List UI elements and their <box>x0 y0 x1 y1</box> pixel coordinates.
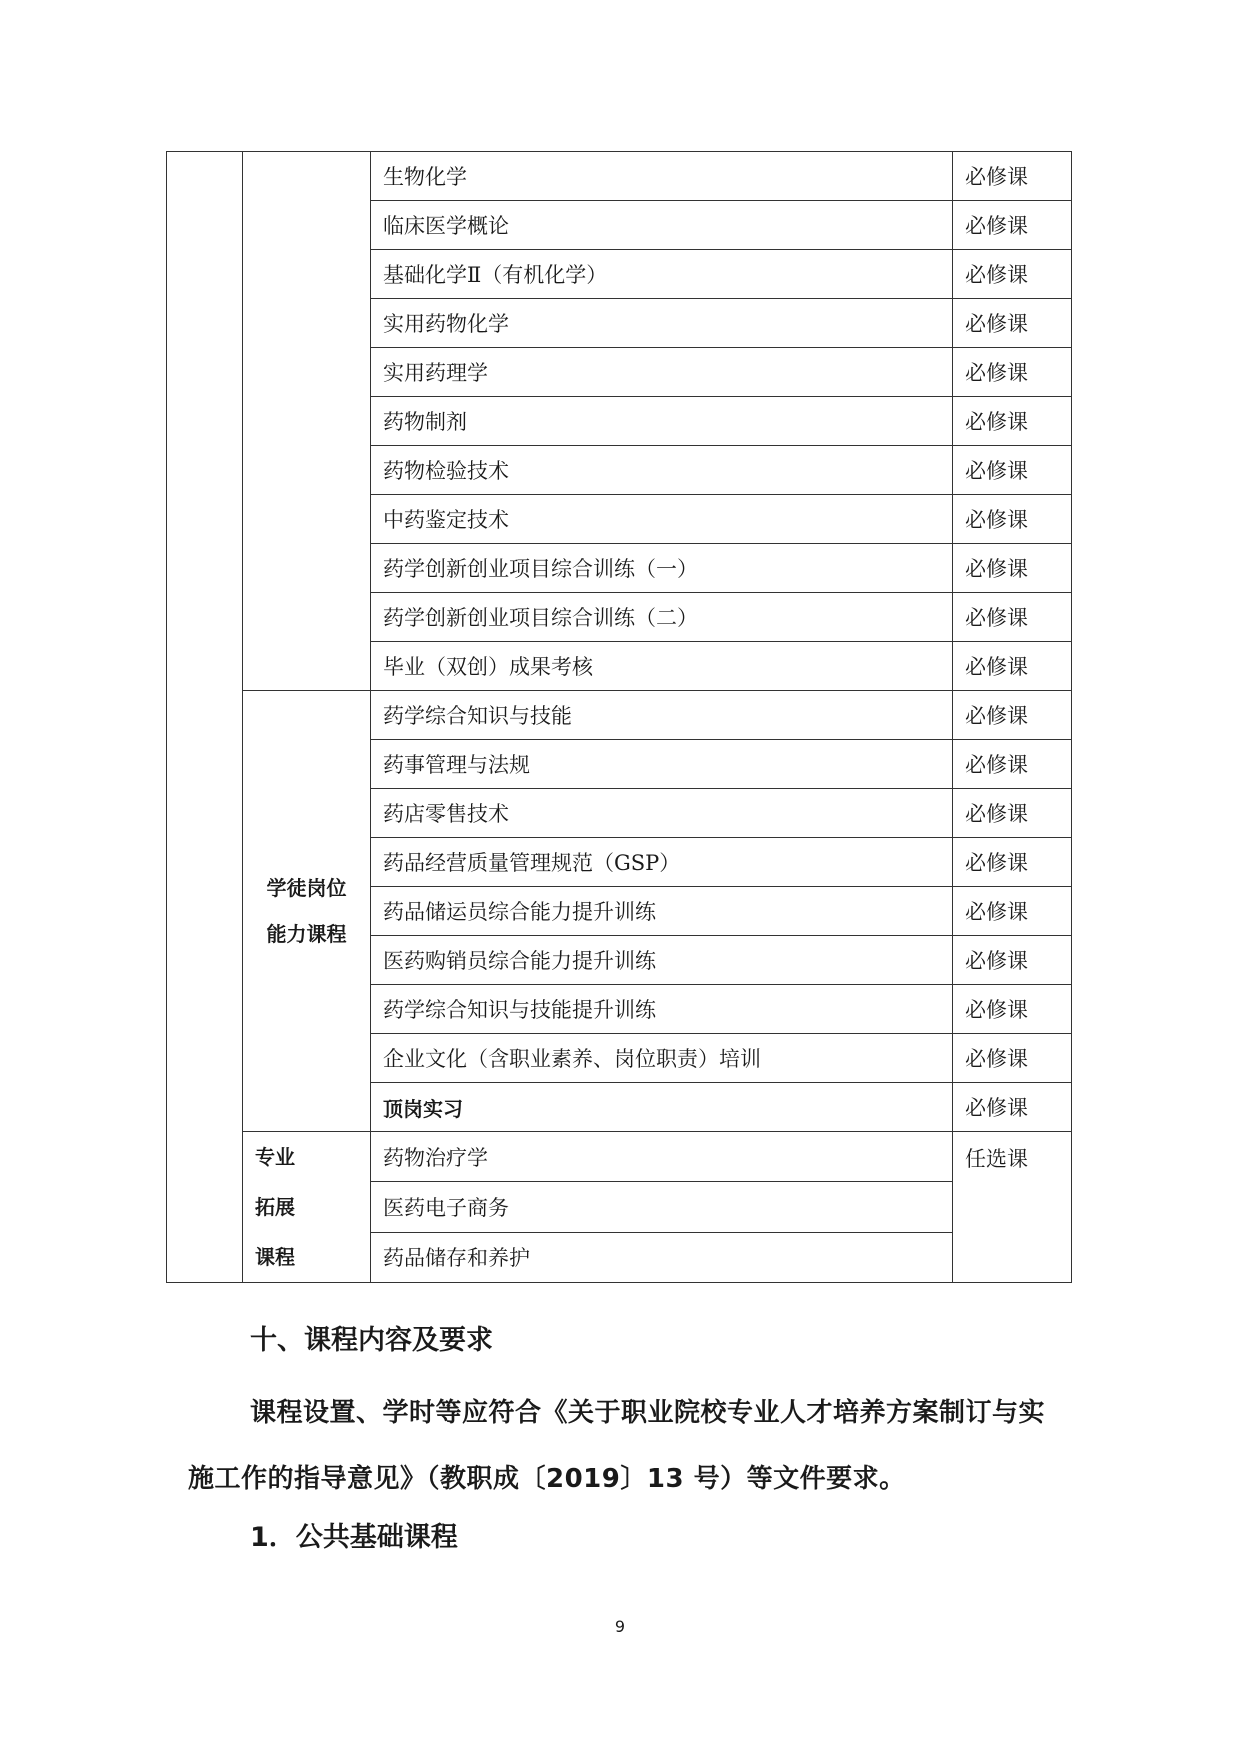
course-name: 药学综合知识与技能 <box>371 691 953 740</box>
extension-course-group-label <box>243 1132 371 1283</box>
page-number: 9 <box>614 1617 626 1636</box>
course-type: 必修课 <box>953 740 1072 789</box>
course-name: 实用药理学 <box>371 348 953 397</box>
course-name: 实用药物化学 <box>371 299 953 348</box>
course-type: 必修课 <box>953 887 1072 936</box>
course-type: 必修课 <box>953 838 1072 887</box>
table-row <box>167 1132 1072 1182</box>
table-row <box>167 691 1072 740</box>
course-type: 必修课 <box>953 152 1072 201</box>
course-name: 药品储存和养护 <box>371 1232 953 1282</box>
sub-heading: 1．公共基础课程 <box>250 1522 458 1553</box>
table-row <box>167 152 1072 201</box>
course-type: 必修课 <box>953 691 1072 740</box>
course-type: 必修课 <box>953 397 1072 446</box>
course-name: 毕业（双创）成果考核 <box>371 642 953 691</box>
course-type: 必修课 <box>953 446 1072 495</box>
course-name: 顶岗实习 <box>371 1083 953 1132</box>
course-name: 企业文化（含职业素养、岗位职责）培训 <box>371 1034 953 1083</box>
group-label-line: 拓展 <box>255 1195 295 1219</box>
group-label-line: 专业 <box>255 1145 295 1169</box>
course-name: 生物化学 <box>371 152 953 201</box>
course-name: 药事管理与法规 <box>371 740 953 789</box>
course-name: 临床医学概论 <box>371 201 953 250</box>
course-name: 基础化学Ⅱ（有机化学） <box>371 250 953 299</box>
group-label-line: 学徒岗位 <box>266 876 347 900</box>
course-name: 药品储运员综合能力提升训练 <box>371 887 953 936</box>
course-type: 必修课 <box>953 201 1072 250</box>
course-name: 医药电子商务 <box>371 1182 953 1232</box>
section-heading: 十、课程内容及要求 <box>250 1325 493 1356</box>
group-label-line: 课程 <box>255 1245 295 1269</box>
course-name: 药品经营质量管理规范（GSP） <box>371 838 953 887</box>
course-type: 任选课 <box>953 1132 1072 1283</box>
course-name: 药物治疗学 <box>371 1132 953 1182</box>
course-name: 中药鉴定技术 <box>371 495 953 544</box>
course-table <box>166 151 1072 1283</box>
course-type: 必修课 <box>953 544 1072 593</box>
course-name: 药店零售技术 <box>371 789 953 838</box>
course-type: 必修课 <box>953 250 1072 299</box>
course-name: 药学创新创业项目综合训练（一） <box>371 544 953 593</box>
course-type: 必修课 <box>953 985 1072 1034</box>
course-type: 必修课 <box>953 593 1072 642</box>
course-type: 必修课 <box>953 299 1072 348</box>
course-type: 必修课 <box>953 936 1072 985</box>
apprentice-course-group-label <box>243 691 371 1132</box>
course-name: 药物检验技术 <box>371 446 953 495</box>
course-name: 药学综合知识与技能提升训练 <box>371 985 953 1034</box>
course-type: 必修课 <box>953 348 1072 397</box>
course-name: 药学创新创业项目综合训练（二） <box>371 593 953 642</box>
course-type: 必修课 <box>953 789 1072 838</box>
body-paragraph: 课程设置、学时等应符合《关于职业院校专业人才培养方案制订与实施工作的指导意见》（教职成〔2019〕13 号）等文件要求。 <box>188 1398 1046 1494</box>
course-type: 必修课 <box>953 642 1072 691</box>
group-label-line: 能力课程 <box>266 922 347 946</box>
outer-category-cell <box>167 152 243 1283</box>
course-type: 必修课 <box>953 1083 1072 1132</box>
course-type: 必修课 <box>953 495 1072 544</box>
course-name: 药物制剂 <box>371 397 953 446</box>
group-label-cell <box>243 152 371 691</box>
course-name: 医药购销员综合能力提升训练 <box>371 936 953 985</box>
course-type: 必修课 <box>953 1034 1072 1083</box>
